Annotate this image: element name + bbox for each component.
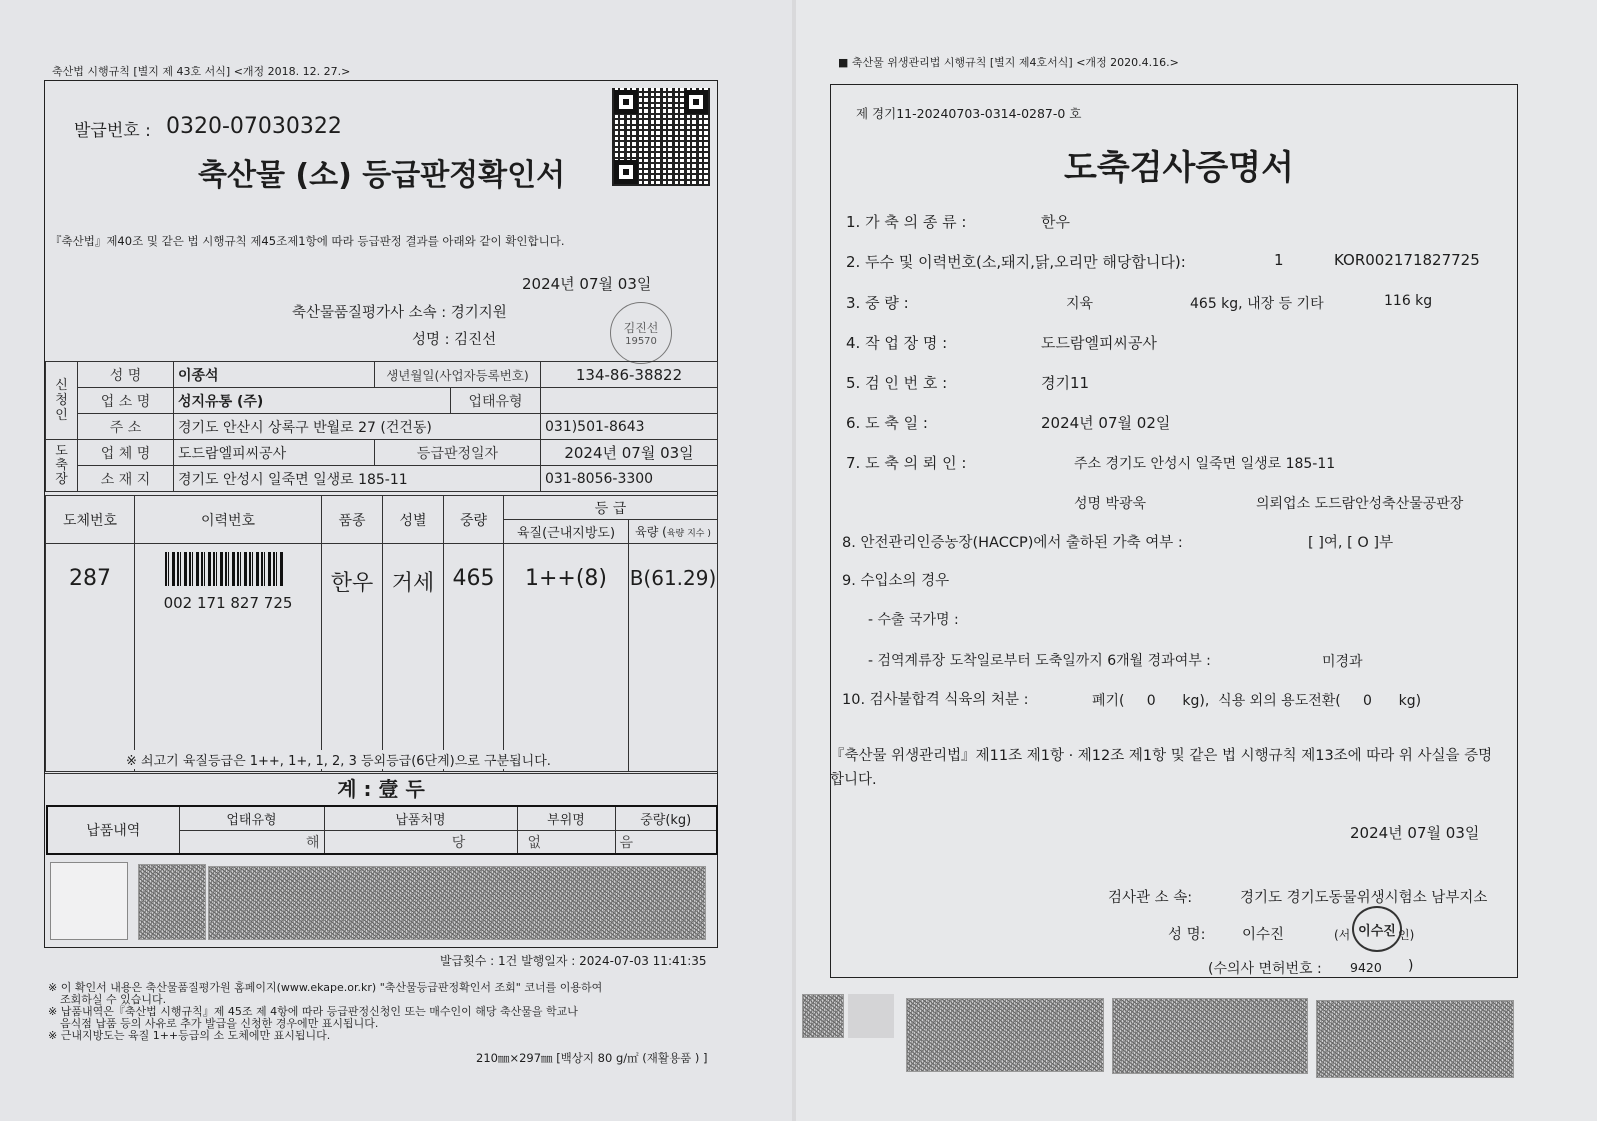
requester-address: 주소 경기도 안성시 일죽면 일생로 185-11 (1074, 456, 1336, 472)
trace-barcode (165, 552, 285, 586)
inspector-seal: 이수진 (1352, 906, 1402, 952)
seal-suffix: 인) (1398, 928, 1415, 942)
header-carcass-no: 도체번호 (46, 496, 135, 544)
address-label: 주 소 (78, 414, 174, 440)
license-close: ) (1408, 958, 1414, 974)
issue-label: 발급번호 : (74, 121, 151, 141)
item-3-weights: 465 kg, 내장 등 기타 (1190, 296, 1324, 312)
security-pattern-large (208, 866, 706, 940)
total-count: 계 : 壹 두 (45, 773, 717, 803)
applicant-address: 경기도 안산시 상록구 반월로 27 (건건동) (174, 414, 541, 440)
delivery-header-recipient: 납품처명 (324, 806, 517, 830)
security-pattern-small (138, 864, 206, 940)
delivery-value-4: 음 (615, 830, 717, 854)
security-pattern-1 (906, 998, 1104, 1072)
item-3-other-weight: 116 kg (1384, 293, 1433, 309)
inspector-name: 이수진 (1242, 927, 1285, 943)
footnotes (48, 982, 602, 1042)
evaluator-name: 성명 : 김진선 (412, 332, 497, 348)
yield-grade: B(61.29) (629, 544, 718, 772)
header-yield-label: 육량 ( (635, 525, 667, 539)
slaughterhouse-phone: 031-8056-3300 (541, 466, 718, 492)
header-yield-index: 육량 지수 ) (666, 529, 711, 539)
birth-label: 생년월일(사업자등록번호) (375, 362, 541, 388)
evaluator-affiliation: 축산물품질평가사 소속 : 경기지원 (292, 305, 507, 321)
quality-grade: 1++(8) (504, 544, 629, 772)
faded-stamp (848, 994, 894, 1038)
intro-text: 『축산법』제40조 및 같은 법 시행규칙 제45조제1항에 따라 등급판정 결과를 아래와 같이 확인합니다. (50, 234, 565, 248)
header-quality: 육질(근내지방도) (504, 520, 629, 544)
footnote-3: ※ 납품내역은『축산법 시행규칙』제 45조 제 4항에 따라 등급판정신청인 또는 매수인이 해당 축산물을 학교나 (48, 1005, 578, 1018)
grade-note: ※ 쇠고기 육질등급은 1++, 1+, 1, 2, 3 등외등급(6단계)으로 구분됩니다. (126, 750, 551, 769)
item-5-label: 5. 검 인 번 호 : (846, 374, 948, 392)
name-label: 성 명 (78, 362, 174, 388)
item-1-value: 한우 (1041, 213, 1070, 231)
license-label: (수의사 면허번호 : (1208, 961, 1322, 977)
statement-line-1: 『축산물 위생관리법』제11조 제1항 · 제12조 제1항 및 같은 법 시행규칙 제13조에 따라 위 사실을 증명 (830, 748, 1493, 764)
inspector-name-label: 성 명: (1168, 927, 1206, 943)
item-4-value: 도드람엘피씨공사 (1041, 334, 1157, 352)
seal-number: 19570 (625, 336, 657, 347)
applicant-name: 이종석 (174, 362, 375, 388)
inspector-org: 경기도 경기도동물위생시험소 남부지소 (1240, 890, 1488, 906)
carcass-number: 287 (46, 544, 135, 772)
company-name: 성지유통 (주) (174, 388, 451, 414)
applicant-group: 신청인 (46, 362, 78, 440)
seal-name: 김진선 (623, 321, 659, 335)
item-4-label: 4. 작 업 장 명 : (846, 334, 948, 352)
delivery-header-weight: 중량(kg) (615, 806, 717, 830)
issue-info: 발급횟수 : 1건 발행일자 : 2024-07-03 11:41:35 (440, 954, 707, 968)
footnote-5: ※ 근내지방도는 육질 1++등급의 소 도체에만 표시됩니다. (48, 1029, 331, 1042)
slaughterhouse-location: 경기도 안성시 일죽면 일생로 185-11 (174, 466, 541, 492)
item-3-label: 3. 중 량 : (846, 294, 909, 312)
quarantine-value: 미경과 (1322, 654, 1363, 670)
form-reference: ■ 축산물 위생관리법 시행규칙 [별지 제4호서식] <개정 2020.4.16.> (838, 56, 1179, 69)
security-pattern-3 (1316, 1000, 1514, 1078)
document-number: 제 경기11-20240703-0314-0287-0 호 (856, 106, 1082, 121)
delivery-header-part: 부위명 (517, 806, 615, 830)
slaughter-inspection-sheet (796, 0, 1597, 1121)
item-6-label: 6. 도 축 일 : (846, 414, 928, 432)
applicant-phone: 031)501-8643 (541, 414, 718, 440)
haccp-label: 8. 안전관리인증농장(HACCP)에서 출하된 가축 여부 : (842, 535, 1183, 551)
statement-line-2: 합니다. (830, 772, 877, 788)
footnote-1: ※ 이 확인서 내용은 축산물품질평가원 홈페이지(www.ekape.or.kr) "축산물등급판정확인서 조회" 코너를 이용하여 (48, 981, 603, 994)
trace-number: 002 171 827 725 (163, 594, 293, 612)
inspector-org-label: 검사관 소 속: (1108, 890, 1193, 906)
paper-spec: 210㎜×297㎜ [백상지 80 g/㎡ (재활용품 ) ] (476, 1051, 708, 1065)
header-sex: 성별 (383, 496, 444, 544)
blank-stamp-box (50, 862, 128, 940)
header-grade: 등 급 (504, 496, 718, 520)
import-label: 9. 수입소의 경우 (842, 573, 950, 589)
applicant-table (45, 361, 718, 492)
header-trace-no: 이력번호 (135, 496, 322, 544)
issue-number: 0320-07030322 (166, 114, 342, 139)
grading-date-label: 등급판정일자 (375, 440, 541, 466)
item-2-count: 1 (1274, 251, 1284, 269)
delivery-value-1: 해 (179, 830, 324, 854)
item-5-value: 경기11 (1041, 374, 1090, 392)
company-label: 업 소 명 (78, 388, 174, 414)
delivery-value-3: 없 (517, 830, 615, 854)
header-weight: 중량 (444, 496, 504, 544)
slaughterhouse-group: 도축장 (46, 440, 78, 492)
form-reference: 축산법 시행규칙 [별지 제 43호 서식] <개정 2018. 12. 27.> (52, 65, 351, 78)
export-country-label: - 수출 국가명 : (868, 612, 959, 628)
item-2-label: 2. 두수 및 이력번호(소,돼지,닭,오리만 해당합니다): (846, 253, 1186, 271)
evaluator-seal (610, 302, 672, 364)
requester-business: 의뢰업소 도드람안성축산물공판장 (1256, 496, 1464, 512)
sex-value: 거세 (383, 544, 444, 772)
item-3-carcass-label: 지육 (1066, 296, 1094, 312)
qr-code[interactable] (612, 88, 710, 186)
security-pattern-square (802, 994, 844, 1038)
quarantine-label: - 검역계류장 도착일로부터 도축일까지 6개월 경과여부 : (868, 653, 1211, 669)
location-label: 소 재 지 (78, 466, 174, 492)
issue-date: 2024년 07월 03일 (522, 275, 652, 293)
item-7-label: 7. 도 축 의 뢰 인 : (846, 454, 967, 472)
breed-value: 한우 (322, 544, 383, 772)
grade-table (45, 495, 718, 772)
seal-prefix: (서 (1334, 928, 1351, 942)
item-2-value: KOR002171827725 (1334, 251, 1480, 269)
haccp-value: [ ]여, [ O ]부 (1308, 535, 1394, 551)
delivery-table (46, 805, 718, 855)
footnote-2: 조회하실 수 있습니다. (60, 993, 167, 1006)
certificate-title: 도축검사증명서 (1064, 148, 1294, 188)
requester-name: 성명 박광욱 (1074, 496, 1147, 512)
biztype-value (541, 388, 718, 414)
trace-number-cell (135, 544, 322, 772)
weight-value: 465 (444, 544, 504, 772)
item-6-value: 2024년 07월 02일 (1041, 414, 1171, 432)
certificate-date: 2024년 07월 03일 (1350, 824, 1480, 842)
grading-date: 2024년 07월 03일 (541, 440, 718, 466)
disposal-value: 폐기( 0 kg), 식용 외의 용도전환( 0 kg) (1092, 693, 1422, 709)
slaughterhouse-name-label: 업 체 명 (78, 440, 174, 466)
security-pattern-2 (1112, 998, 1308, 1074)
disposal-label: 10. 검사불합격 식육의 처분 : (842, 692, 1029, 708)
header-breed: 품종 (322, 496, 383, 544)
delivery-value-2: 당 (324, 830, 517, 854)
slaughterhouse-name: 도드람엘피씨공사 (174, 440, 375, 466)
header-yield (629, 520, 718, 544)
business-number: 134-86-38822 (541, 362, 718, 388)
license-number: 9420 (1350, 960, 1382, 975)
biztype-label: 업태유형 (451, 388, 541, 414)
grade-certificate-sheet (0, 0, 792, 1121)
certificate-title: 축산물 (소) 등급판정확인서 (198, 158, 566, 193)
item-1-label: 1. 가 축 의 종 류 : (846, 213, 967, 231)
delivery-header-biztype: 업태유형 (179, 806, 324, 830)
delivery-label: 납품내역 (47, 806, 179, 854)
footnote-4: 음식점 납품 등의 사유로 추가 발급을 신청한 경우에만 표시됩니다. (60, 1017, 379, 1030)
